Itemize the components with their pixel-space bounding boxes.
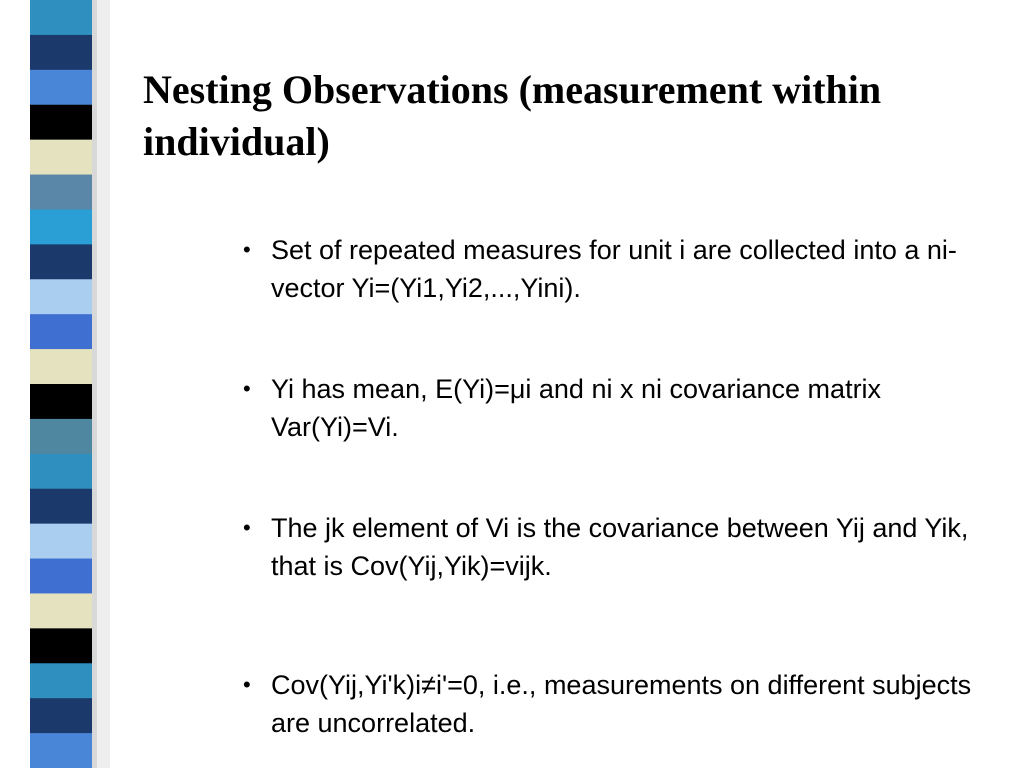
bullet-text: The jk element of Vi is the covariance between Yij and Yik, that is Cov(Yij,Yik)=vijk. bbox=[271, 513, 969, 581]
stripe-block bbox=[30, 733, 92, 768]
stripe-block bbox=[30, 140, 92, 175]
bullet-text: Cov(Yij,Yi'k)i≠i'=0, i.e., measurements on different subjects are uncorrelated. bbox=[271, 670, 972, 738]
stripe-block bbox=[30, 663, 92, 698]
stripe-block bbox=[30, 419, 92, 454]
stripe-block bbox=[30, 384, 92, 419]
bullet-item-uncorrelated bbox=[243, 666, 1011, 742]
decorative-stripe bbox=[0, 0, 110, 768]
stripe-block bbox=[30, 35, 92, 70]
stripe-block bbox=[30, 698, 92, 733]
stripe-block bbox=[30, 349, 92, 384]
bullet-dot: • bbox=[243, 237, 251, 262]
stripe-shadow-light bbox=[97, 0, 110, 768]
bullet-item-jk-element bbox=[243, 509, 1011, 585]
bullet-text: Yi has mean, E(Yi)=μi and ni x ni covariance matrix Var(Yi)=Vi. bbox=[271, 374, 882, 442]
stripe-block bbox=[30, 0, 92, 35]
stripe-block bbox=[30, 628, 92, 663]
bullet-text: Set of repeated measures for unit i are collected into a ni-vector Yi=(Yi1,Yi2,...,Yini). bbox=[271, 235, 957, 303]
bullet-item-mean-covariance bbox=[243, 370, 1011, 446]
slide-title: Nesting Observations (measurement within individual) bbox=[143, 67, 882, 164]
stripe-block bbox=[30, 454, 92, 489]
stripe-block bbox=[30, 314, 92, 349]
stripe-block bbox=[30, 105, 92, 140]
stripe-block bbox=[30, 175, 92, 210]
bullet-dot: • bbox=[243, 672, 251, 697]
stripe-block bbox=[30, 279, 92, 314]
stripe-block bbox=[30, 489, 92, 524]
stripe-block bbox=[30, 244, 92, 279]
stripe-block bbox=[30, 70, 92, 105]
stripe-block bbox=[30, 209, 92, 244]
stripe-block bbox=[30, 593, 92, 628]
bullet-dot: • bbox=[243, 376, 251, 401]
stripe-block bbox=[30, 524, 92, 559]
bullet-item-repeated-measures bbox=[243, 231, 1011, 307]
stripe-block bbox=[30, 559, 92, 594]
bullet-dot: • bbox=[243, 515, 251, 540]
